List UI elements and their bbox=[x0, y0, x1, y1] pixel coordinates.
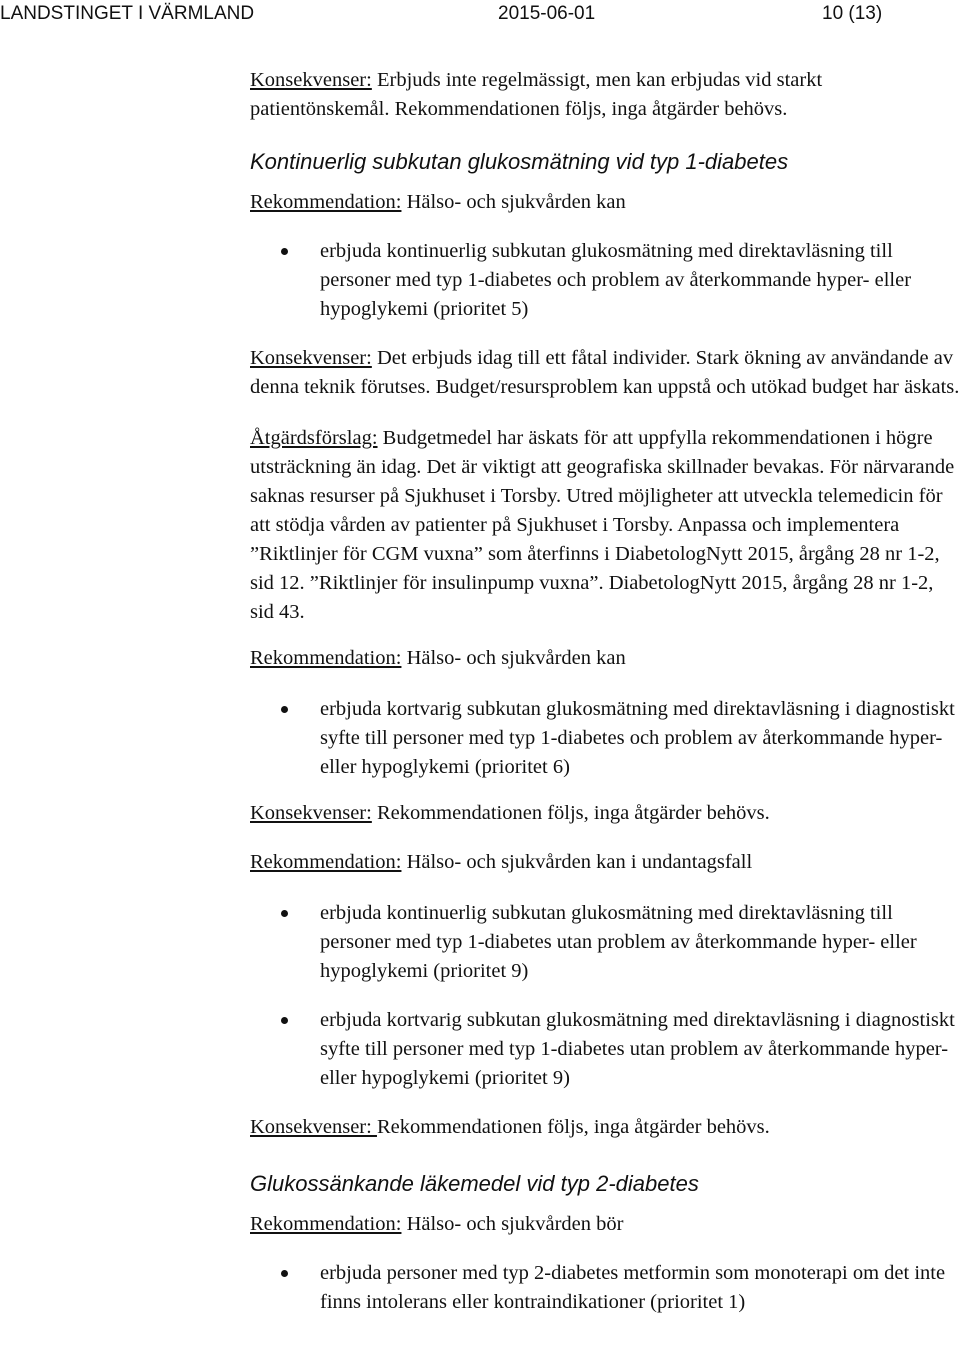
rekommendation-paragraph bbox=[250, 1210, 960, 1239]
rekommendation-paragraph bbox=[250, 644, 960, 673]
konsekvenser-text: Erbjuds inte regelmässigt, men kan erbjudas vid starkt patientönskemål. Rekommendationen följs, inga åtgärder behövs. bbox=[250, 69, 823, 120]
rekommendation-paragraph bbox=[250, 848, 960, 877]
rekommendation-label: Rekommendation: bbox=[250, 191, 402, 213]
konsekvenser-paragraph bbox=[250, 344, 960, 402]
konsekvenser-paragraph bbox=[250, 1113, 960, 1142]
section-heading-cgm: Kontinuerlig subkutan glukosmätning vid typ 1-diabetes bbox=[250, 149, 789, 174]
rekommendation-paragraph bbox=[250, 188, 960, 217]
section-heading-t2d: Glukossänkande läkemedel vid typ 2-diabetes bbox=[250, 1171, 699, 1196]
list-item: erbjuda kortvarig subkutan glukosmätning med direktavläsning i diagnostiskt syfte till personer med typ 1-diabetes utan problem av återkommande hyper- eller hypoglykemi (prioritet 9) bbox=[250, 1006, 960, 1093]
konsekvenser-paragraph bbox=[250, 66, 950, 124]
rekommendation-list bbox=[250, 1259, 960, 1317]
atgardsforslag-text: Budgetmedel har äskats för att uppfylla rekommendationen i högre utsträckning än idag. Det är viktigt att geografiska skillnader bevakas. För närvarande saknas resurser på Sjukhuset i Torsby. Utred möjligheter att utveckla telemedicin för att stödja vården av patienter på Sjukhuset i Torsby. Anpassa och implementera ”Riktlinjer för CGM vuxna” som återfinns i DiabetologNytt 2015, årgång 28 nr 1-2, sid 12. ”Riktlinjer för insulinpump vuxna”. DiabetologNytt 2015, årgång 28 nr 1-2, sid 43. bbox=[250, 427, 955, 623]
konsekvenser-text: Det erbjuds idag till ett fåtal individer. Stark ökning av användande av denna teknik förutses. Budget/resursproblem kan uppstå och utökad budget har äskats. bbox=[250, 347, 960, 398]
konsekvenser-label: Konsekvenser: bbox=[250, 802, 372, 824]
rekommendation-text: Hälso- och sjukvården kan i undantagsfall bbox=[401, 851, 753, 873]
konsekvenser-label: Konsekvenser: bbox=[250, 1116, 377, 1138]
atgardsforslag-paragraph bbox=[250, 424, 960, 627]
list-item: erbjuda kortvarig subkutan glukosmätning med direktavläsning i diagnostiskt syfte till personer med typ 1-diabetes och problem av återkommande hyper- eller hypoglykemi (prioritet 6) bbox=[250, 695, 960, 782]
list-item: erbjuda personer med typ 2-diabetes metformin som monoterapi om det inte finns intolerans eller kontraindikationer (prioritet 1) bbox=[250, 1259, 960, 1317]
rekommendation-text: Hälso- och sjukvården bör bbox=[401, 1213, 624, 1235]
header-date: 2015-06-01 bbox=[498, 3, 596, 24]
header-page-number: 10 (13) bbox=[822, 3, 883, 24]
page-header bbox=[0, 0, 960, 30]
konsekvenser-label: Konsekvenser: bbox=[250, 69, 372, 91]
rekommendation-list bbox=[250, 237, 960, 324]
rekommendation-label: Rekommendation: bbox=[250, 647, 402, 669]
rekommendation-label: Rekommendation: bbox=[250, 1213, 402, 1235]
konsekvenser-text: Rekommendationen följs, inga åtgärder behövs. bbox=[376, 1116, 770, 1138]
list-item: erbjuda kontinuerlig subkutan glukosmätning med direktavläsning till personer med typ 1-diabetes och problem av återkommande hyper- eller hypoglykemi (prioritet 5) bbox=[250, 237, 960, 324]
rekommendation-text: Hälso- och sjukvården kan bbox=[401, 647, 626, 669]
konsekvenser-text: Rekommendationen följs, inga åtgärder behövs. bbox=[371, 802, 770, 824]
rekommendation-list bbox=[250, 899, 960, 1093]
atgardsforslag-label: Åtgärdsförslag: bbox=[250, 427, 378, 449]
rekommendation-list bbox=[250, 695, 960, 782]
rekommendation-label: Rekommendation: bbox=[250, 851, 402, 873]
konsekvenser-paragraph bbox=[250, 799, 960, 828]
konsekvenser-label: Konsekvenser: bbox=[250, 347, 372, 369]
list-item: erbjuda kontinuerlig subkutan glukosmätning med direktavläsning till personer med typ 1-diabetes utan problem av återkommande hyper- eller hypoglykemi (prioritet 9) bbox=[250, 899, 960, 986]
rekommendation-text: Hälso- och sjukvården kan bbox=[401, 191, 626, 213]
document-body bbox=[250, 66, 960, 1317]
header-organization: LANDSTINGET I VÄRMLAND bbox=[0, 3, 255, 24]
